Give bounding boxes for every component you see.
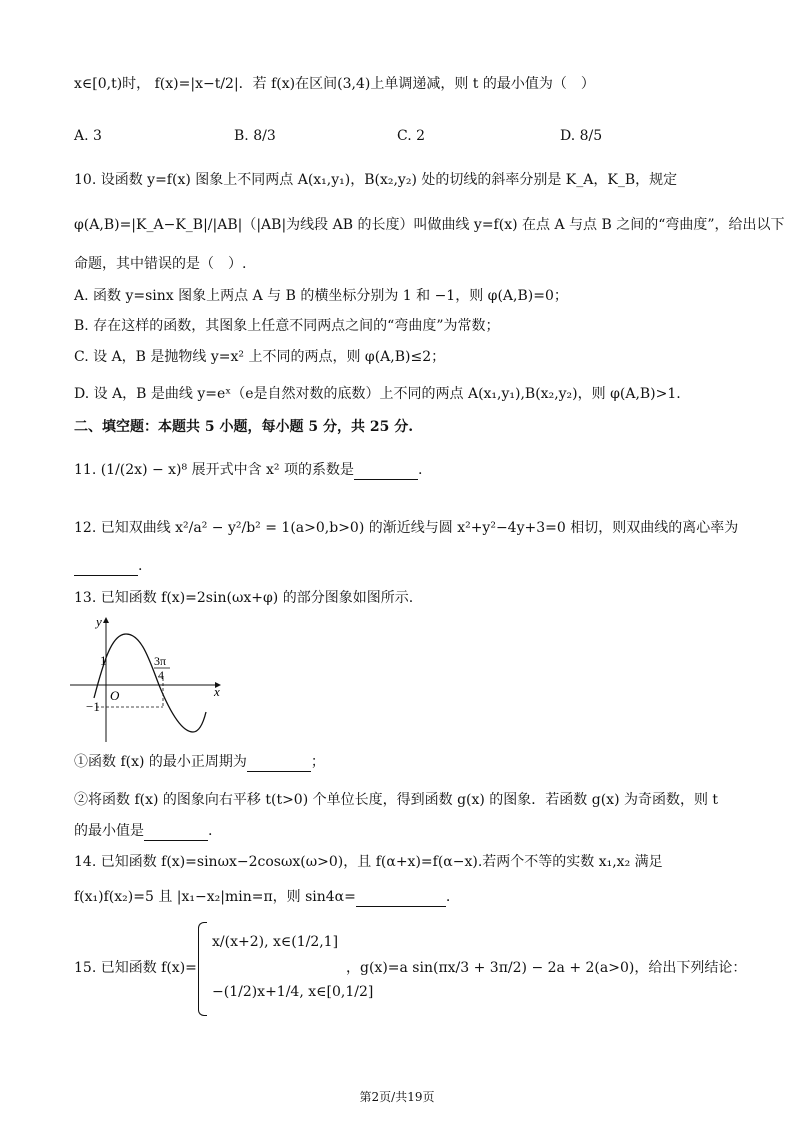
- q14-line1: 14. 已知函数 f(x)=sinωx−2cosωx(ω>0)，且 f(α+x)=f(α−x).若两个不等的实数 x₁,x₂ 满足: [74, 854, 663, 870]
- q11-answer-blank[interactable]: [354, 465, 418, 480]
- q10-line2: φ(A,B)=|K_A−K_B|/|AB|（|AB|为线段 AB 的长度）叫做曲线 y=f(x) 在点 A 与点 B 之间的“弯曲度”，给出以下: [74, 217, 785, 233]
- q13-sub1-answer-blank[interactable]: [247, 757, 311, 772]
- q14-answer-blank[interactable]: [356, 892, 446, 907]
- q13-sub2-line2: 的最小值是 .: [74, 823, 213, 839]
- q10-option-b: B. 存在这样的函数，其图象上任意不同两点之间的“弯曲度”为常数；: [74, 318, 500, 334]
- piecewise-brace: [198, 922, 207, 1016]
- q12-line2: .: [74, 556, 142, 576]
- sine-graph: [70, 612, 230, 744]
- tick-label-one: 1: [100, 653, 107, 668]
- tick-label-pi-den: 4: [158, 668, 164, 682]
- q13-line1: 13. 已知函数 f(x)=2sin(ωx+φ) 的部分图象如图所示.: [74, 590, 414, 606]
- x-axis-label: x: [214, 684, 220, 699]
- sine-curve: [94, 634, 206, 732]
- page-footer: 第2页/共19页: [359, 1090, 435, 1104]
- q9-continuation: x∈[0,t)时， f(x)=|x−t/2|．若 f(x)在区间(3,4)上单调递减，则 t 的最小值为（ ）: [74, 76, 595, 92]
- q10-option-d: D. 设 A，B 是曲线 y=eˣ（e是自然对数的底数）上不同的两点 A(x₁,y₁),B(x₂,y₂)，则 φ(A,B)>1.: [74, 386, 681, 402]
- tick-label-neg-one: −1: [86, 699, 100, 714]
- q12-answer-blank[interactable]: [74, 561, 138, 576]
- q9-option-c: C. 2: [397, 128, 426, 144]
- tick-label-pi-num: 3π: [154, 654, 167, 668]
- q10-line1: 10. 设函数 y=f(x) 图象上不同两点 A(x₁,y₁)，B(x₂,y₂) 处的切线的斜率分别是 K_A，K_B，规定: [74, 172, 678, 188]
- piecewise-case-2: −(1/2)x+1/4, x∈[0,1/2]: [212, 984, 374, 1000]
- section-heading: 二、填空题：本题共 5 小题，每小题 5 分，共 25 分.: [74, 419, 414, 435]
- q10-option-a: A. 函数 y=sinx 图象上两点 A 与 B 的横坐标分别为 1 和 −1，则 φ(A,B)=0；: [74, 288, 568, 304]
- q10-option-c: C. 设 A，B 是抛物线 y=x² 上不同的两点，则 φ(A,B)≤2；: [74, 349, 446, 365]
- q9-option-d: D. 8/5: [560, 128, 603, 144]
- q9-option-b: B. 8/3: [234, 128, 276, 144]
- q15-lead: 15. 已知函数 f(x)=: [74, 960, 197, 976]
- q13-sub2-answer-blank[interactable]: [144, 826, 208, 841]
- q15-rest: ，g(x)=a sin(πx/3 + 3π/2) − 2a + 2(a>0)，给出下列结论：: [346, 960, 747, 976]
- origin-label: O: [110, 688, 120, 703]
- q9-option-a: A. 3: [74, 128, 102, 144]
- q14-line2: f(x₁)f(x₂)=5 且 |x₁−x₂|min=π，则 sin4α= .: [74, 889, 451, 905]
- q10-line3: 命题，其中错误的是（ ）.: [74, 256, 247, 272]
- y-axis-label: y: [96, 614, 102, 629]
- q13-sub2-line1: ②将函数 f(x) 的图象向右平移 t(t>0) 个单位长度，得到函数 g(x) 的图象．若函数 g(x) 为奇函数，则 t: [74, 792, 719, 808]
- q12-line1: 12. 已知双曲线 x²/a² − y²/b² = 1(a>0,b>0) 的渐近线与圆 x²+y²−4y+3=0 相切，则双曲线的离心率为: [74, 520, 739, 536]
- piecewise-case-1: x/(x+2), x∈(1/2,1]: [212, 934, 339, 950]
- q11: 11. (1/(2x) − x)⁸ 展开式中含 x² 项的系数是 .: [74, 462, 423, 478]
- q13-sub1: ①函数 f(x) 的最小正周期为 ；: [74, 754, 325, 770]
